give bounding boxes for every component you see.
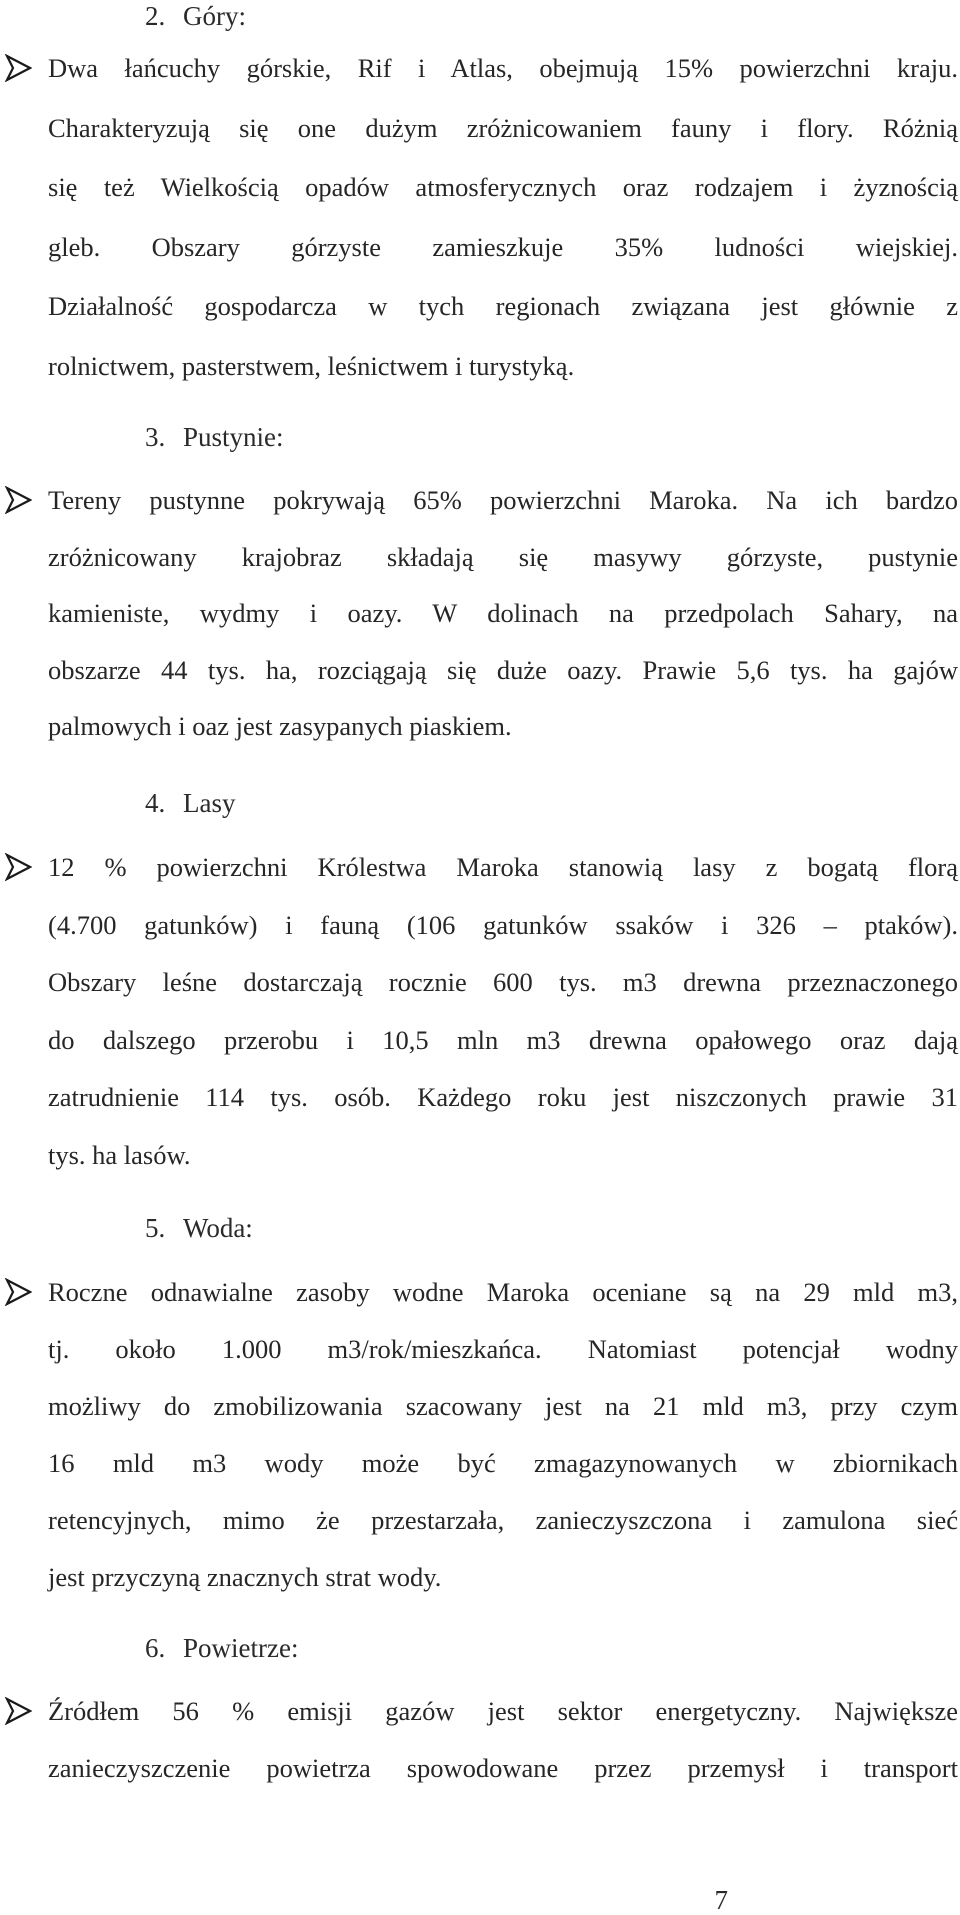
paragraph-line: rolnictwem, pasterstwem, leśnictwem i turystyką. (48, 350, 575, 381)
section-title: Woda: (183, 1213, 253, 1243)
arrowhead-bullet-icon (4, 853, 32, 881)
paragraph-line: retencyjnych, mimo że przestarzała, zanieczyszczona i zamulona sieć (48, 1505, 958, 1535)
section-paragraph-lasy (48, 851, 958, 1196)
arrowhead-bullet-icon (4, 1697, 32, 1725)
section-paragraph-woda (48, 1276, 958, 1618)
section-title: Lasy (183, 788, 236, 818)
section-paragraph-pustynie (48, 484, 958, 767)
section-number: 5. (145, 1213, 166, 1243)
arrowhead-bullet-icon (4, 54, 32, 82)
paragraph-line: tys. ha lasów. (48, 1139, 191, 1170)
paragraph-line: obszarze 44 tys. ha, rozciągają się duże oazy. Prawie 5,6 tys. ha gajów (48, 654, 958, 685)
paragraph-line: do dalszego przerobu i 10,5 mln m3 drewna opałowego oraz dają (48, 1024, 958, 1055)
section-number: 4. (145, 788, 166, 818)
paragraph-line: Dwa łańcuchy górskie, Rif i Atlas, obejmują 15% powierzchni kraju. (48, 53, 958, 83)
section-number: 6. (145, 1633, 166, 1663)
section-heading-pustynie (145, 421, 284, 453)
paragraph-line: Tereny pustynne pokrywają 65% powierzchni Maroka. Na ich bardzo (48, 485, 958, 515)
paragraph-line: tj. około 1.000 m3/rok/mieszkańca. Natomiast potencjał wodny (48, 1334, 958, 1364)
paragraph-line: zróżnicowany krajobraz składają się masywy górzyste, pustynie (48, 541, 958, 572)
section-heading-lasy (145, 787, 235, 819)
section-title: Góry: (183, 1, 246, 31)
section-paragraph-gory (48, 52, 958, 409)
paragraph-line: 16 mld m3 wody może być zmagazynowanych w zbiornikach (48, 1448, 958, 1478)
paragraph-line: Charakteryzują się one dużym zróżnicowaniem fauny i flory. Różnią (48, 112, 958, 143)
paragraph-line: Działalność gospodarcza w tych regionach związana jest głównie z (48, 291, 958, 321)
paragraph-line: możliwy do zmobilizowania szacowany jest na 21 mld m3, przy czym (48, 1391, 958, 1421)
paragraph-line: (4.700 gatunków) i fauną (106 gatunków ssaków i 326 – ptaków). (48, 909, 958, 940)
arrowhead-bullet-icon (4, 486, 32, 514)
arrowhead-bullet-icon (4, 1278, 32, 1306)
section-title: Powietrze: (183, 1633, 299, 1663)
section-heading-powietrze (145, 1632, 298, 1664)
paragraph-line: Roczne odnawialne zasoby wodne Maroka oceniane są na 29 mld m3, (48, 1277, 958, 1307)
paragraph-line: gleb. Obszary górzyste zamieszkuje 35% ludności wiejskiej. (48, 231, 958, 262)
paragraph-line: 12 % powierzchni Królestwa Maroka stanowią lasy z bogatą florą (48, 852, 958, 882)
paragraph-line: palmowych i oaz jest zasypanych piaskiem. (48, 711, 512, 741)
paragraph-line: jest przyczyną znacznych strat wody. (48, 1562, 442, 1592)
section-heading-woda (145, 1212, 253, 1244)
paragraph-line: zatrudnienie 114 tys. osób. Każdego roku jest niszczonych prawie 31 (48, 1082, 958, 1112)
paragraph-line: Obszary leśne dostarczają rocznie 600 tys. m3 drewna przeznaczonego (48, 967, 958, 997)
section-title: Pustynie: (183, 422, 284, 452)
section-number: 3. (145, 422, 166, 452)
section-heading-gory (145, 0, 246, 32)
paragraph-line: się też Wielkością opadów atmosferycznych oraz rodzajem i żyznością (48, 172, 958, 202)
section-paragraph-powietrze (48, 1695, 958, 1809)
paragraph-line: kamieniste, wydmy i oazy. W dolinach na przedpolach Sahary, na (48, 598, 958, 628)
paragraph-line: zanieczyszczenie powietrza spowodowane przez przemysł i transport (48, 1753, 958, 1783)
page-number: 7 (714, 1885, 728, 1915)
paragraph-line: Źródłem 56 % emisji gazów jest sektor energetyczny. Największe (48, 1696, 958, 1726)
section-number: 2. (145, 1, 166, 31)
